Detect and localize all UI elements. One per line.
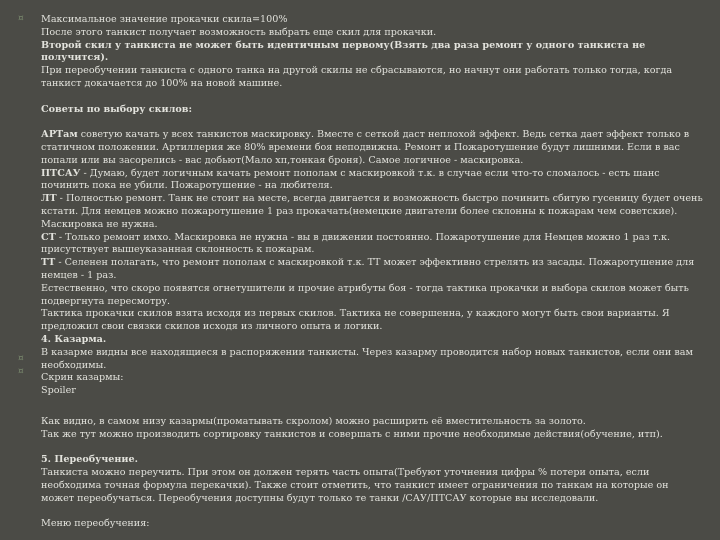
- barracks-heading: 4. Казарма.: [41, 333, 107, 345]
- barracks-text: В казарме видны все находящиеся в распоряжении танкисты. Через казарму проводится набор новых танкистов, если они вам необходимы.: [41, 346, 693, 371]
- retraining-menu-label: Меню переобучения:: [41, 518, 150, 530]
- tip-st-text: - Только ремонт имхо. Маскировка не нужна - вы в движении постоянно. Пожаротушение для Немцев можно 1 раз т.к. присутствует вышеуказанная склонность к пожарам.: [41, 231, 671, 256]
- tips-heading: Советы по выбору скилов:: [41, 103, 192, 115]
- tip-st-label: СТ: [41, 231, 56, 243]
- tactic-note: Тактика прокачки скилов взята исходя из первых скилов. Тактика не совершенна, у каждого могут быть свои варианты. Я предложил свои связки скилов исходя из личного опыта и логики.: [41, 308, 670, 333]
- bullet-marker: ¤: [18, 367, 24, 377]
- barracks-screenshot-label: Скрин казармы:: [41, 372, 124, 384]
- barracks-sort-note: Так же тут можно производить сортировку танкистов и совершать с ними прочие необходимые действия(обучение, итп).: [41, 428, 663, 440]
- future-note: Естественно, что скоро появятся огнетушители и прочие атрибуты боя - тогда тактика прокачки и выбора скилов может быть подвергнута пересмотру.: [41, 282, 689, 307]
- tip-ptsau-label: ПТСАУ: [41, 167, 81, 179]
- second-skill-warning: Второй скил у танкиста не может быть идентичным первому(Взять два раза ремонт у одного танкиста не получится).: [41, 39, 646, 64]
- tip-lt: [41, 193, 703, 231]
- left-margin-column: [0, 0, 36, 540]
- retraining-heading: 5. Переобучение.: [41, 454, 138, 466]
- bullet-marker: ¤: [18, 14, 24, 24]
- tip-art: [41, 129, 703, 167]
- retrain-note: При переобучении танкиста с одного танка на другой скилы не сбрасываются, но начнут они работать только тогда, когда танкист докачается до 100% на новой машине.: [41, 65, 673, 89]
- tip-tt-label: ТТ: [41, 257, 56, 269]
- article-body: [41, 14, 703, 531]
- tip-tt: [41, 257, 703, 283]
- retraining-text: Танкиста можно переучить. При этом он должен терять часть опыта(Требуют уточнения цифры % потери опыта, если необходима точная формула перекачки). Также стоит отметить, что танкист имеет ограничения по танкам на которые он может переобучаться. Переобучения доступны будут только те танки /САУ/ПТСАУ которые вы исследовали.: [41, 467, 669, 504]
- bullet-marker: ¤: [18, 354, 24, 364]
- tip-lt-label: ЛТ: [41, 193, 57, 205]
- spoiler-toggle[interactable]: Spoiler: [41, 385, 76, 397]
- tip-st: [41, 232, 703, 258]
- max-skill-line: Максимальное значение прокачки скила=100%: [41, 14, 288, 25]
- tip-ptsau: [41, 168, 703, 194]
- after-line: После этого танкист получает возможность выбрать еще скил для прокачки.: [41, 26, 437, 38]
- tip-art-text: советую качать у всех танкистов маскировку. Вместе с сеткой даст неплохой эффект. Ведь сетка дает эффект только в статичном положении. Артиллерия же 80% времени боя неподвижна. Ремонт и Пожаротушение будут лишними. Если в вас попали или вы засорелись - вас добьют(Мало хп,тонкая броня). Самое логичное - маскировка.: [41, 129, 690, 166]
- tip-tt-text: - Селенен полагать, что ремонт пополам с маскировкой т.к. ТТ может эффективно стрелять из засады. Пожаротушение для немцев - 1 раз.: [41, 257, 695, 281]
- barracks-expand-note: Как видно, в самом низу казармы(проматывать скролом) можно расширить её вместительность за золото.: [41, 415, 586, 427]
- tip-lt-text: - Полностью ремонт. Танк не стоит на месте, всегда двигается и возможность быстро починить сбитую гусеницу будет очень кстати. Для немцев можно пожаротушение 1 раз прокачать(немецкие двигатели более склонны к пожарам чем советские). Маскировка не нужна.: [41, 193, 703, 230]
- tip-art-label: АРТам: [41, 129, 78, 141]
- tip-ptsau-text: - Думаю, будет логичным качать ремонт пополам с маскировкой т.к. в случае если что-то сломалось - есть шанс починить пока не убили. Пожаротушение - на любителя.: [41, 167, 660, 192]
